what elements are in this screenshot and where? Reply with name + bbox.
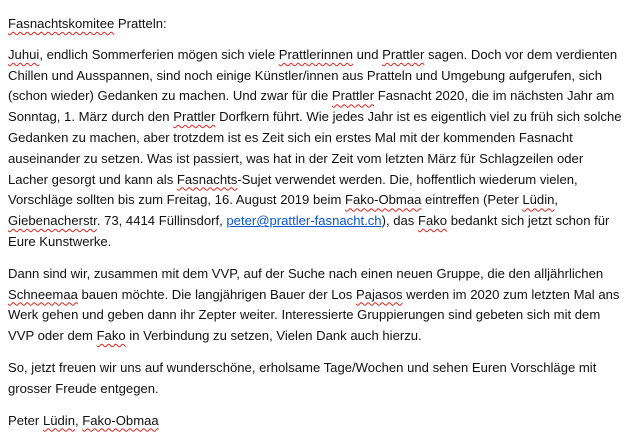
misspelled-word: Juhui — [8, 46, 40, 62]
misspelled-word: Prattler — [173, 109, 216, 125]
email-link[interactable]: peter@prattler-fasnacht.ch — [226, 213, 382, 229]
text-run: . 73, 4414 Füllinsdorf, — [96, 213, 227, 229]
text-run: ), das — [381, 213, 418, 229]
text-run: Pratteln: — [114, 16, 167, 31]
text-run: Dann sind wir, zusammen mit dem VVP, auf der Suche nach einen neuen Gruppe, die den alljährlichen — [8, 265, 604, 281]
text-run: eintreffen (Peter — [421, 192, 523, 208]
greeting-line — [8, 14, 626, 35]
text-run: Dorfkern führt. Wie jedes Jahr ist es eigentlich viel zu früh sich solche Gedanken zu machen, aber trotzdem ist es Zeit sich ein erstes Mal mit der kommenden Fasnacht auseinander zu setzen. Was ist passiert, was hat in der Zeit vom letzten März für Schlagzeilen oder Lacher gesorgt und kann als — [8, 109, 622, 187]
misspelled-word: Giebenacherstr — [8, 213, 97, 229]
misspelled-word: Prattler — [331, 88, 375, 104]
misspelled-word: Pajasos — [355, 286, 403, 302]
signature-line — [8, 411, 626, 432]
text-run: bauen möchte. Die langjährigen Bauer der Los — [77, 286, 356, 302]
text-run: Fasnacht 2020, die im nächsten Jahr am Sonntag, 1. März durch den — [8, 88, 615, 125]
misspelled-word: Fasnachts — [176, 171, 238, 187]
text-run: in Verbindung zu setzen, Vielen Dank auch hierzu. — [125, 328, 422, 344]
text-run: Peter — [8, 412, 43, 428]
misspelled-word: Schneemaa — [8, 286, 78, 302]
misspelled-word: Lüdin — [42, 412, 75, 428]
text-run: , — [554, 192, 559, 208]
text-run: -Sujet verwendet werden. Die, hoffentlich wiederum vielen, Vorschläge sollten bis zum Freitag, 16. August 2019 beim — [8, 171, 578, 208]
misspelled-word: Fako-Obmaa — [345, 192, 422, 208]
text-run: und — [353, 46, 383, 62]
misspelled-word: Fako-Obmaa — [82, 412, 159, 428]
text-run: , endlich Sommerferien mögen sich viele — [39, 46, 279, 62]
text-run: werden im 2020 zum letzten Mal ans Werk gehen und geben dann ihr Zepter weiter. Interessierte Gruppierungen sind gebeten sich mit dem VVP oder dem — [8, 286, 620, 344]
text-run: , — [74, 412, 83, 428]
misspelled-word: Fako — [417, 213, 448, 229]
paragraph-snowman-group — [8, 264, 626, 347]
paragraph-submission-call — [8, 45, 626, 253]
text-run: bedankt sich jetzt schon für Eure Kunstwerke. — [8, 213, 610, 249]
misspelled-word: Prattler — [382, 46, 425, 62]
misspelled-word: Fasnachtskomitee — [8, 16, 115, 31]
text-run: sagen. Doch vor dem verdienten Chillen und Ausspannen, sind noch einige Künstler/innen aus Pratteln und Umgebung aufgerufen, sich (schon wieder) Gedanken zu machen. Und zwar für die — [8, 46, 618, 104]
letter-document — [8, 14, 626, 431]
paragraph-closing: So, jetzt freuen wir uns auf wunderschöne, erholsame Tage/Wochen und sehen Euren Vorschläge mit grosser Freude entgegen. — [8, 359, 597, 396]
misspelled-word: Prattlerinnen — [278, 46, 353, 62]
misspelled-word: Lüdin — [522, 192, 555, 208]
misspelled-word: Fako — [96, 328, 126, 344]
